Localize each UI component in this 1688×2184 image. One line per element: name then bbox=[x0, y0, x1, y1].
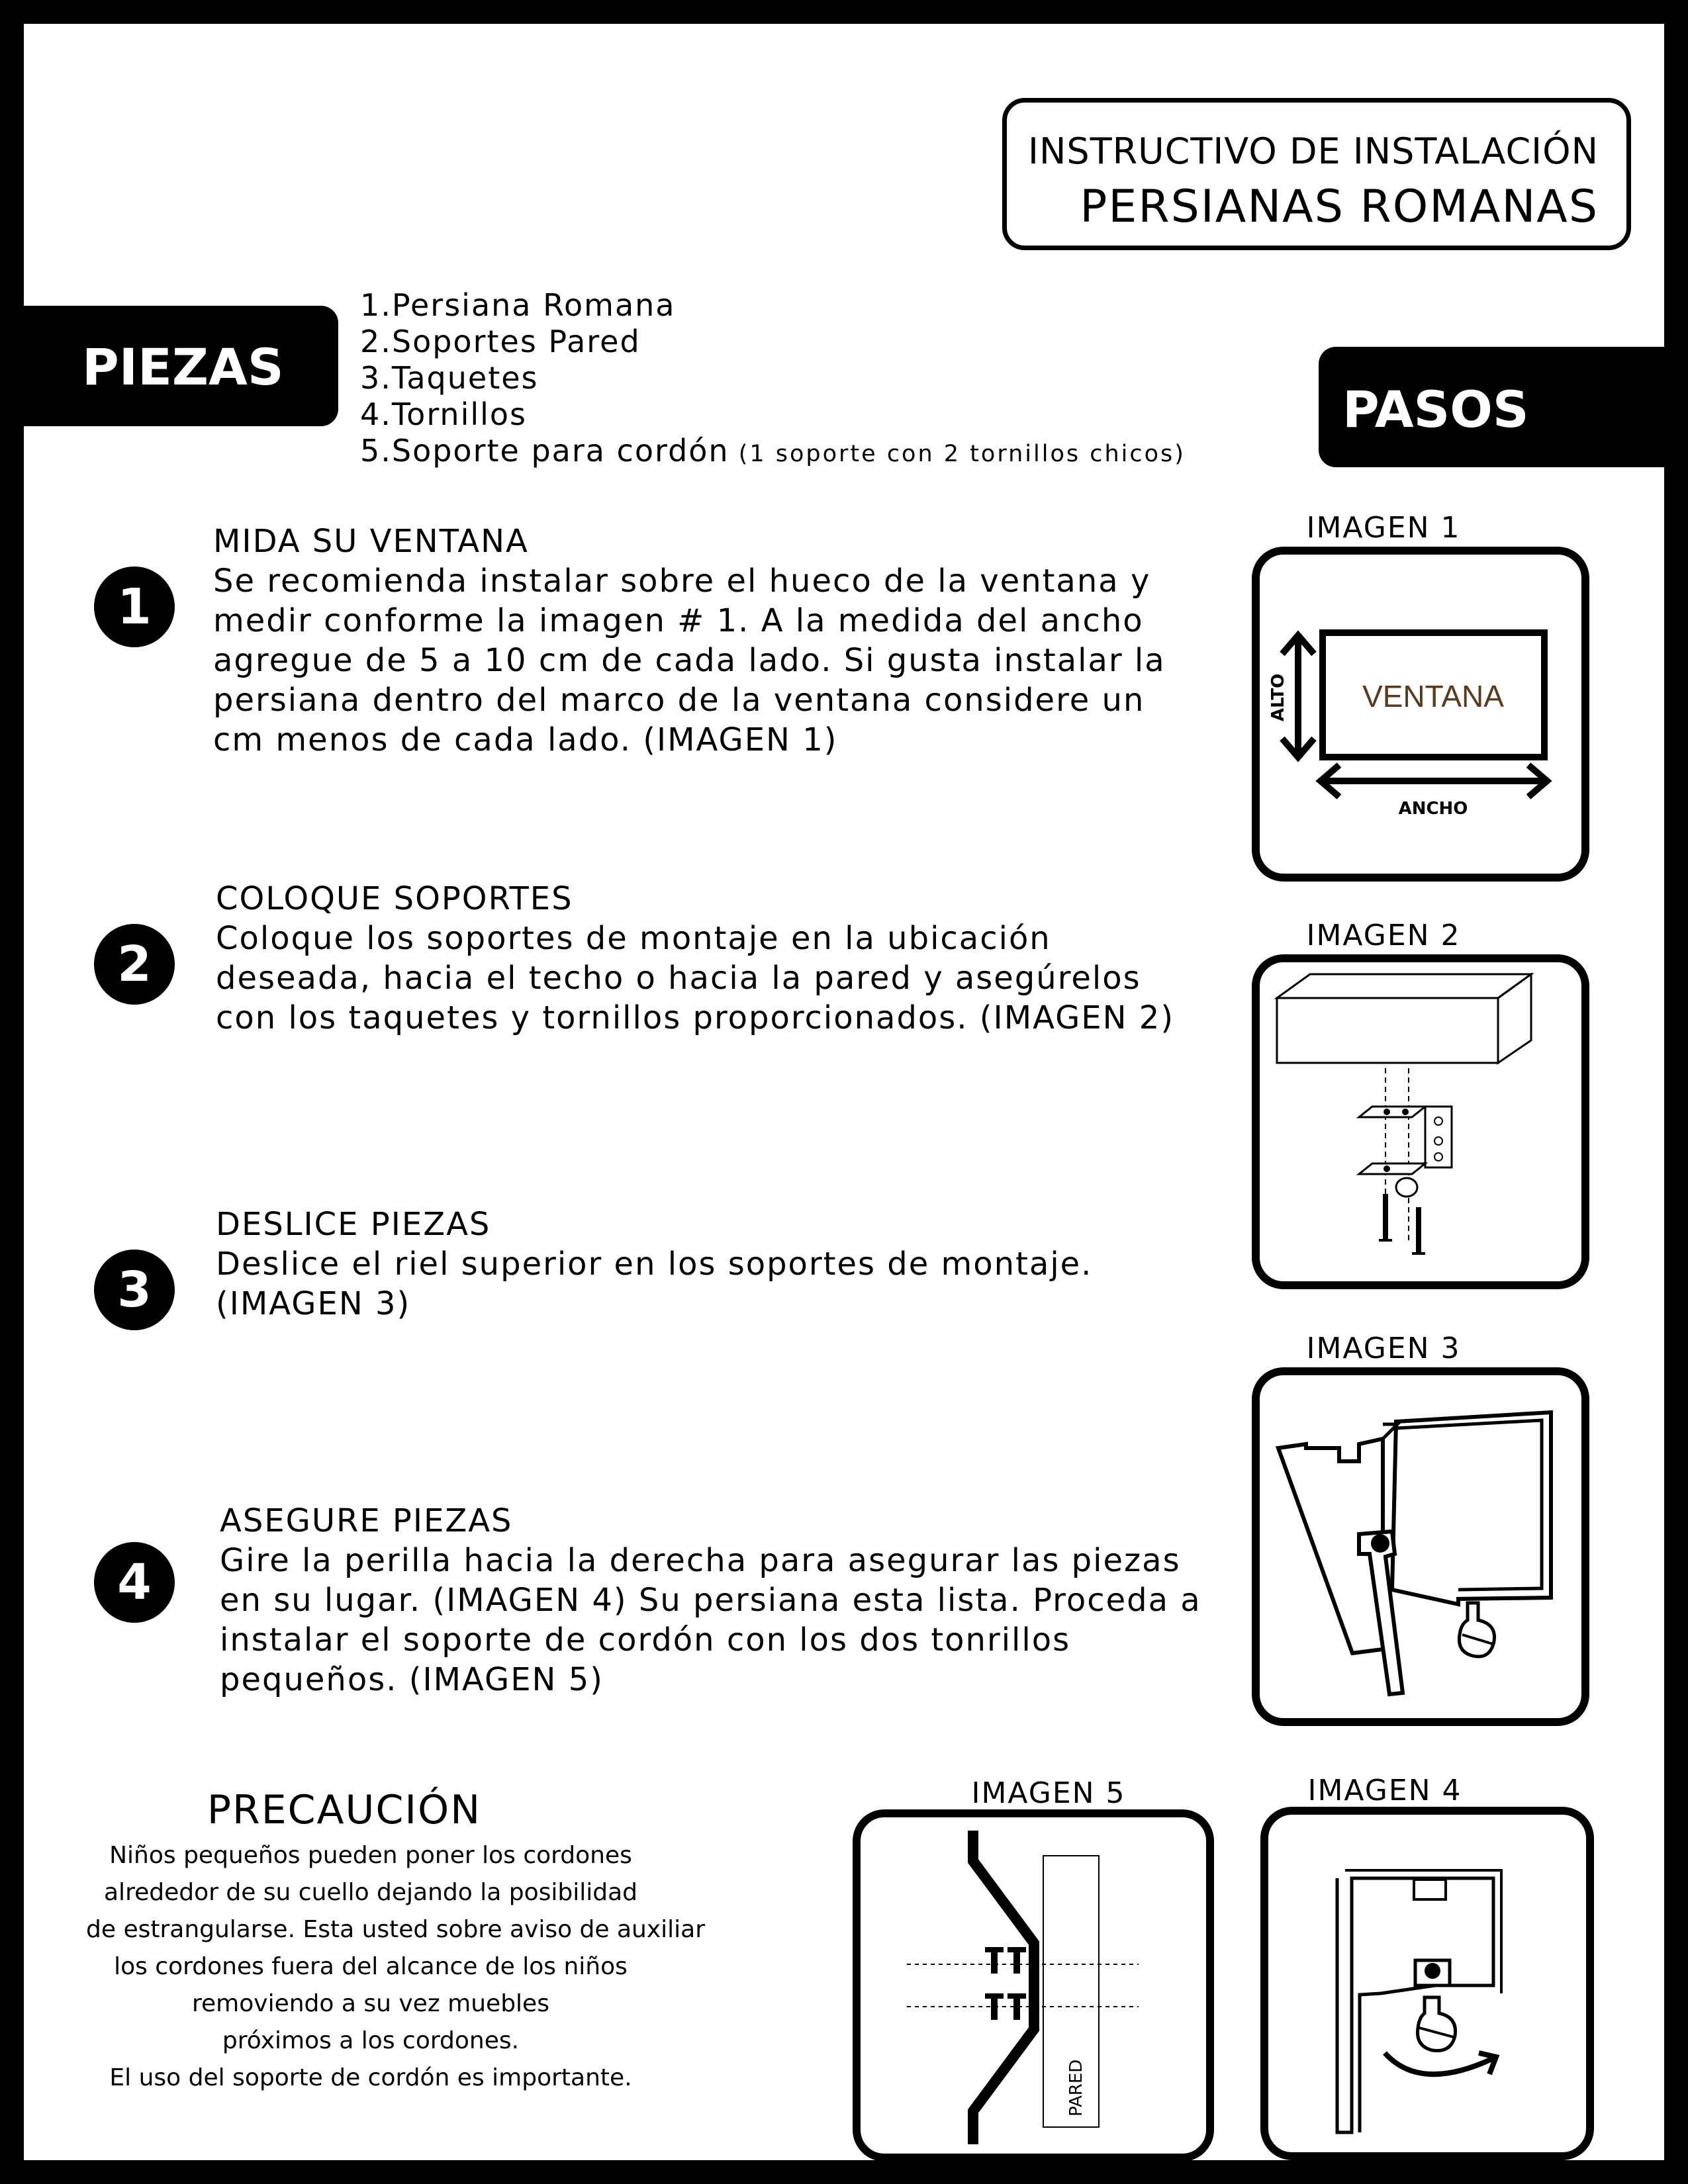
piece-item: 4.Tornillos bbox=[360, 396, 528, 432]
caution-line: próximos a los cordones. bbox=[222, 2027, 520, 2054]
step-line: instalar el soporte de cordón con los dos tonrillos bbox=[220, 1621, 1071, 1659]
step-1-title: MIDA SU VENTANA bbox=[213, 523, 529, 560]
image-1-window-diagram bbox=[1252, 547, 1589, 882]
step-line: Gire la perilla hacia la derecha para asegurar las piezas bbox=[220, 1542, 1181, 1579]
step-line: pequeños. (IMAGEN 5) bbox=[220, 1661, 604, 1698]
step-line: deseada, hacia el techo o hacia la pared y asegúrelos bbox=[216, 960, 1141, 997]
caution-line: removiendo a su vez muebles bbox=[192, 1990, 549, 2017]
step-line: medir conforme la imagen # 1. A la medida del ancho bbox=[213, 602, 1144, 639]
step-2-number: 2 bbox=[94, 924, 175, 1005]
step-line: en su lugar. (IMAGEN 4) Su persiana esta lista. Proceda a bbox=[220, 1582, 1201, 1619]
step-3-title: DESLICE PIEZAS bbox=[216, 1206, 491, 1243]
image-5-label: IMAGEN 5 bbox=[971, 1776, 1126, 1810]
height-label: ALTO bbox=[1268, 673, 1288, 721]
cord-holder-illustration bbox=[861, 1817, 1206, 2154]
step-3-number: 3 bbox=[94, 1250, 175, 1330]
step-2-text bbox=[216, 879, 1174, 1038]
step-line: (IMAGEN 3) bbox=[216, 1285, 411, 1322]
caution-line: El uso del soporte de cordón es importante. bbox=[109, 2064, 632, 2091]
window-label: VENTANA bbox=[1362, 679, 1504, 713]
piezas-tab bbox=[24, 306, 338, 426]
step-line: persiana dentro del marco de la ventana considere un bbox=[213, 682, 1145, 719]
pasos-tab-label: PASOS bbox=[1342, 380, 1529, 439]
title-box bbox=[1002, 98, 1631, 250]
image-4-lock-diagram bbox=[1260, 1807, 1594, 2160]
step-4-text bbox=[220, 1501, 1201, 1700]
piece-item: 5.Soporte para cordón (1 soporte con 2 tornillos chicos) bbox=[360, 433, 1186, 469]
step-1-text bbox=[213, 522, 1166, 760]
piece-item: 3.Taquetes bbox=[360, 360, 539, 396]
step-2-title: COLOQUE SOPORTES bbox=[216, 880, 573, 917]
image-4-label: IMAGEN 4 bbox=[1307, 1774, 1462, 1807]
piece-item: 2.Soportes Pared bbox=[360, 324, 641, 359]
step-line: Deslice el riel superior en los soportes de montaje. bbox=[216, 1246, 1093, 1283]
image-5-cord-holder-diagram bbox=[853, 1809, 1214, 2160]
width-label: ANCHO bbox=[1398, 799, 1468, 819]
slide-rail-illustration bbox=[1260, 1375, 1581, 1718]
step-4-title: ASEGURE PIEZAS bbox=[220, 1502, 513, 1539]
image-1-label: IMAGEN 1 bbox=[1306, 511, 1461, 545]
wall-label: PARED bbox=[1066, 2059, 1086, 2116]
step-line: con los taquetes y tornillos proporcionados. (IMAGEN 2) bbox=[216, 999, 1175, 1036]
bracket-mount-illustration bbox=[1260, 962, 1581, 1281]
caution-line: de estrangularse. Esta usted sobre aviso de auxiliar bbox=[86, 1916, 706, 1943]
window-measure-illustration bbox=[1260, 555, 1581, 874]
step-line: Coloque los soportes de montaje en la ubicación bbox=[216, 920, 1051, 957]
step-4-number: 4 bbox=[94, 1542, 175, 1623]
piezas-tab-label: PIEZAS bbox=[82, 338, 284, 396]
document-title: PERSIANAS ROMANAS bbox=[1080, 181, 1599, 233]
piece-item: 1.Persiana Romana bbox=[360, 287, 676, 323]
pasos-tab bbox=[1319, 347, 1664, 467]
instruction-page bbox=[24, 24, 1664, 2160]
lock-knob-illustration bbox=[1268, 1815, 1586, 2152]
step-line: cm menos de cada lado. (IMAGEN 1) bbox=[213, 721, 838, 758]
image-3-label: IMAGEN 3 bbox=[1306, 1332, 1461, 1365]
pieces-list bbox=[360, 287, 1186, 473]
caution-line: Niños pequeños pueden poner los cordones bbox=[109, 1842, 632, 1869]
step-line: Se recomienda instalar sobre el hueco de la ventana y bbox=[213, 563, 1151, 600]
piece-note: (1 soporte con 2 tornillos chicos) bbox=[729, 441, 1186, 467]
image-3-slide-diagram bbox=[1252, 1367, 1589, 1726]
step-1-number: 1 bbox=[94, 567, 175, 647]
step-3-text bbox=[216, 1205, 1092, 1324]
caution-line: alrededor de su cuello dejando la posibilidad bbox=[104, 1879, 637, 1906]
image-2-bracket-diagram bbox=[1252, 954, 1589, 1289]
caution-title: PRECAUCIÓN bbox=[207, 1787, 482, 1833]
caution-body bbox=[86, 1837, 706, 2097]
image-2-label: IMAGEN 2 bbox=[1306, 919, 1461, 952]
caution-line: los cordones fuera del alcance de los niños bbox=[114, 1953, 628, 1980]
document-subtitle: INSTRUCTIVO DE INSTALACIÓN bbox=[1028, 130, 1599, 172]
step-line: agregue de 5 a 10 cm de cada lado. Si gusta instalar la bbox=[213, 642, 1166, 679]
